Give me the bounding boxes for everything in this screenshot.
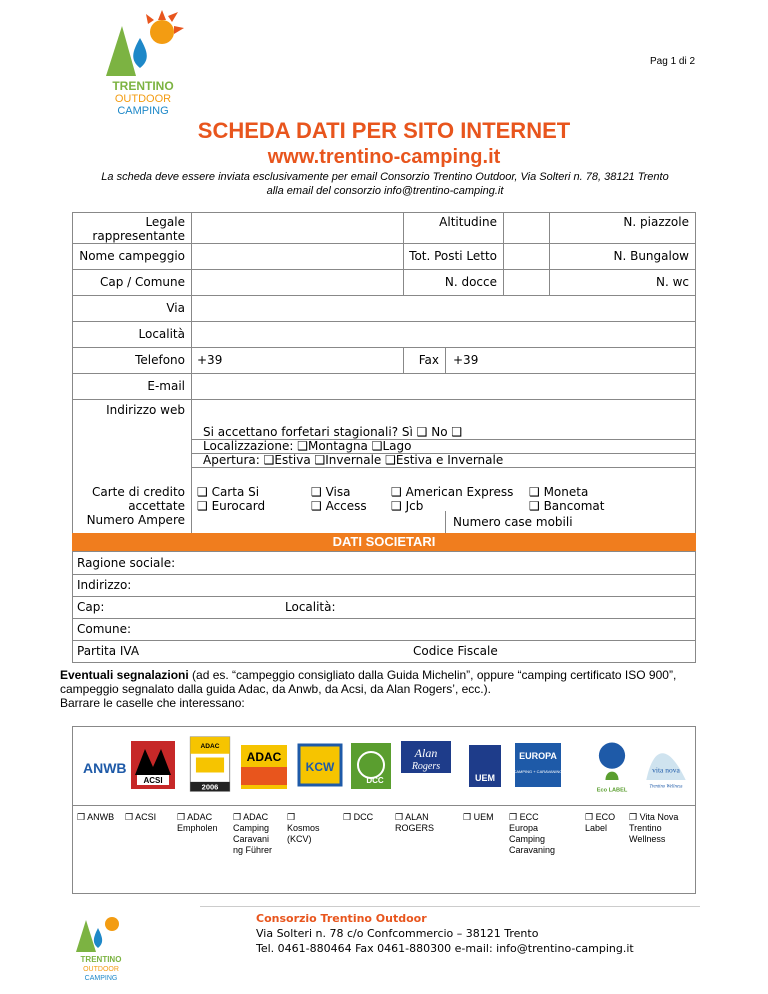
company-form	[72, 551, 696, 663]
bungalow-label: N. Bungalow	[613, 249, 689, 263]
nome-label: Nome campeggio	[79, 249, 185, 263]
svg-text:Alan: Alan	[414, 746, 438, 760]
sun-icon	[146, 10, 184, 44]
footer-contact	[256, 911, 634, 956]
svg-text:OUTDOOR: OUTDOOR	[83, 966, 119, 973]
footer-org: Consorzio Trentino Outdoor	[256, 912, 427, 925]
eco-label-checkbox[interactable]: ❒ ECO Label	[585, 812, 616, 833]
localizzazione-option[interactable]: Localizzazione: ❑Montagna ❑Lago	[203, 439, 412, 453]
section-dati-societari: DATI SOCIETARI	[72, 533, 696, 551]
ampere-label: Numero Ampere	[86, 513, 185, 527]
localita-label: Località	[138, 327, 185, 341]
page-title: SCHEDA DATI PER SITO INTERNET	[197, 118, 571, 143]
svg-text:ACSI: ACSI	[143, 776, 163, 785]
svg-text:EUROPA: EUROPA	[519, 751, 557, 761]
posti-label: Tot. Posti Letto	[409, 249, 497, 263]
alan-rogers-logo	[399, 735, 453, 795]
fax-field[interactable]: +39	[453, 353, 479, 367]
kcw-logo	[293, 735, 347, 795]
uem-checkbox[interactable]: ❒ UEM	[463, 812, 494, 822]
footer-logo	[66, 910, 136, 984]
forfetari-option[interactable]: Si accettano forfetari stagionali? Sì ❑ No ❑	[203, 425, 463, 439]
visa-checkbox[interactable]: ❑ Visa	[311, 485, 351, 499]
dcc-checkbox[interactable]: ❒ DCC	[343, 812, 374, 822]
via-label: Via	[166, 301, 185, 315]
fax-label: Fax	[418, 353, 439, 367]
wc-label: N. wc	[655, 275, 689, 289]
segnalazioni-text: Eventuali segnalazioni (ad es. “campeggio consigliato dalla Guida Michelin”, oppure “camping certificato ISO 900”, campeggio segnalato dalla guida Adac, da Anwb, da Acsi, da Alan Rogers’, ecc.). Barrare le caselle che interessano:	[60, 668, 677, 710]
cap-soc-label: Cap:	[77, 600, 105, 614]
website-link[interactable]: www.trentino-camping.it	[267, 146, 501, 168]
svg-text:OUTDOOR: OUTDOOR	[114, 93, 172, 105]
cf-label: Codice Fiscale	[413, 644, 498, 658]
web-label: Indirizzo web	[106, 403, 185, 417]
svg-text:ANWB: ANWB	[83, 760, 127, 776]
drop-icon	[133, 38, 147, 68]
piva-label: Partita IVA	[77, 644, 140, 658]
page-number: Pag 1 di 2	[650, 56, 696, 67]
uem-logo	[459, 735, 513, 795]
adac-empholen-checkbox[interactable]: ❒ ADAC Empholen	[177, 812, 218, 833]
svg-text:TRENTINO: TRENTINO	[112, 79, 174, 93]
certification-logos	[72, 726, 696, 806]
intro-text: La scheda deve essere inviata esclusivamente per email Consorzio Trentino Outdoor, Via Solteri n. 78, 38121 Trento alla email del consorzio info@trentino-camping.it	[101, 171, 669, 197]
footer-phone: Tel. 0461-880464 Fax 0461-880300 e-mail: info@trentino-camping.it	[256, 942, 634, 955]
europa-logo	[511, 735, 565, 795]
docce-label: N. docce	[444, 275, 497, 289]
svg-text:ADAC: ADAC	[200, 743, 220, 751]
svg-text:Rogers: Rogers	[411, 761, 441, 772]
vita-nova-checkbox[interactable]: ❒ Vita Nova Trentino Wellness	[629, 812, 679, 844]
telefono-field[interactable]: +39	[197, 353, 223, 367]
carte-label: Carte di credito accettate	[92, 485, 185, 513]
svg-text:2006: 2006	[201, 782, 219, 792]
email-label: E-mail	[147, 379, 185, 393]
access-checkbox[interactable]: ❑ Access	[311, 499, 367, 513]
dcc-logo	[345, 735, 399, 795]
carta-si-checkbox[interactable]: ❑ Carta Si	[197, 485, 260, 499]
telefono-label: Telefono	[135, 353, 185, 367]
piazzole-label: N. piazzole	[623, 215, 689, 229]
svg-text:CAMPING: CAMPING	[84, 975, 118, 982]
adac-empfohlen-logo	[183, 735, 237, 795]
certification-checkboxes	[72, 806, 696, 894]
acsi-checkbox[interactable]: ❒ ACSI	[125, 812, 157, 822]
adac-camping-logo	[237, 735, 291, 795]
legale-label: Legale rappresentante	[92, 215, 185, 243]
american-express-checkbox[interactable]: ❑ American Express	[391, 485, 514, 499]
vita-nova-logo	[639, 735, 693, 795]
footer-address: Via Solteri n. 78 c/o Confcommercio – 38121 Trento	[256, 927, 539, 940]
svg-text:UEM: UEM	[475, 773, 495, 783]
ragione-label: Ragione sociale:	[77, 556, 176, 570]
eco-label-logo	[585, 735, 639, 795]
svg-text:CAMPING + CARAVANING: CAMPING + CARAVANING	[513, 769, 563, 774]
comune-label: Comune:	[77, 622, 132, 636]
jcb-checkbox[interactable]: ❑ Jcb	[391, 499, 424, 513]
mountain-icon	[106, 26, 136, 76]
trentino-outdoor-logo	[88, 6, 198, 118]
alan-rogers-checkbox[interactable]: ❒ ALAN ROGERS	[395, 812, 435, 833]
adac-camping-checkbox[interactable]: ❒ ADAC Camping Caravani ng Führer	[233, 812, 273, 855]
moneta-checkbox[interactable]: ❑ Moneta	[529, 485, 589, 499]
bancomat-checkbox[interactable]: ❑ Bancomat	[529, 499, 605, 513]
kosmos-checkbox[interactable]: ❒ Kosmos (KCV)	[287, 812, 320, 844]
svg-text:CAMPING: CAMPING	[117, 105, 169, 117]
svg-text:TRENTINO: TRENTINO	[80, 955, 122, 964]
svg-text:ADAC: ADAC	[246, 750, 282, 764]
acsi-logo	[127, 735, 181, 795]
svg-text:Eco LABEL: Eco LABEL	[596, 787, 628, 794]
campsite-form	[72, 212, 696, 542]
anwb-logo	[79, 735, 133, 795]
ecc-checkbox[interactable]: ❒ ECC Europa Camping Caravaning	[509, 812, 556, 855]
anwb-checkbox[interactable]: ❒ ANWB	[77, 812, 115, 822]
indirizzo-label: Indirizzo:	[77, 578, 132, 592]
eurocard-checkbox[interactable]: ❑ Eurocard	[197, 499, 266, 513]
altitudine-label: Altitudine	[439, 215, 497, 229]
svg-text:DCC: DCC	[366, 776, 384, 785]
cap-label: Cap / Comune	[99, 275, 185, 289]
localita-soc-label: Località:	[285, 600, 336, 614]
svg-text:KCW: KCW	[305, 760, 335, 774]
case-mobili-label: Numero case mobili	[453, 515, 573, 529]
svg-text:Trentino Wellness: Trentino Wellness	[649, 784, 683, 790]
apertura-option[interactable]: Apertura: ❑Estiva ❑Invernale ❑Estiva e Invernale	[203, 453, 504, 467]
footer-divider	[200, 906, 700, 907]
svg-text:vita nova: vita nova	[652, 765, 680, 775]
